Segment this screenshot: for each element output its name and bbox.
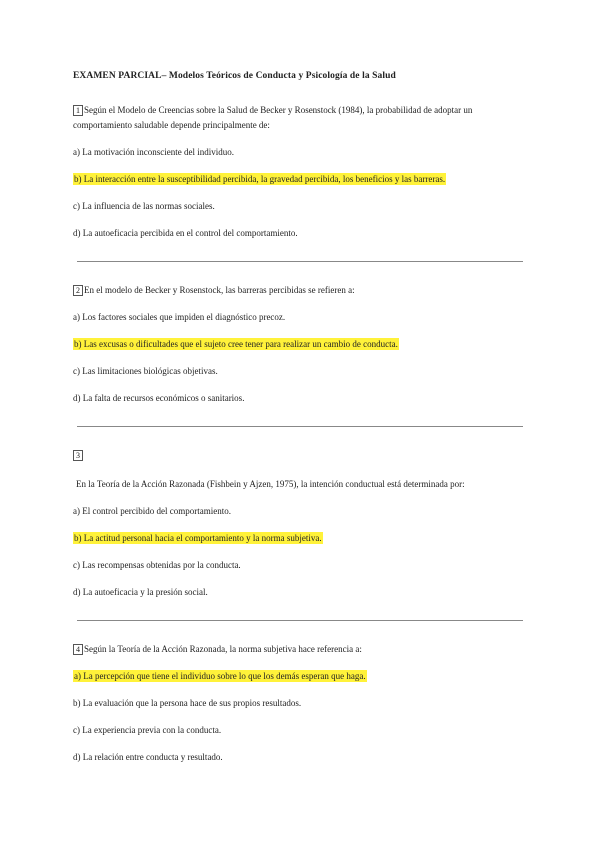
- highlighted-answer: b) Las excusas o dificultades que el sujeto cree tener para realizar un cambio de conducta.: [74, 339, 398, 349]
- question-3-number-row: [73, 449, 84, 461]
- highlighted-answer: b) La interacción entre la susceptibilidad percibida, la gravedad percibida, los beneficios y las barreras.: [74, 174, 446, 184]
- question-number: 2: [73, 285, 83, 296]
- highlighted-answer: a) La percepción que tiene el individuo sobre lo que los demás esperan que haga.: [74, 671, 366, 681]
- option-d[interactable]: d) La autoeficacia percibida en el control del comportamiento.: [73, 228, 298, 238]
- option-b[interactable]: [73, 173, 446, 185]
- option-a[interactable]: a) La motivación inconsciente del individuo.: [73, 147, 234, 157]
- option-d[interactable]: d) La autoeficacia y la presión social.: [73, 587, 208, 597]
- option-a[interactable]: a) Los factores sociales que impiden el diagnóstico precoz.: [73, 312, 286, 322]
- question-number: 3: [73, 450, 83, 461]
- option-d[interactable]: d) La relación entre conducta y resultado.: [73, 752, 223, 762]
- highlighted-answer: b) La actitud personal hacia el comportamiento y la norma subjetiva.: [74, 533, 322, 543]
- question-number: 4: [73, 644, 83, 655]
- question-3: En la Teoría de la Acción Razonada (Fishbein y Ajzen, 1975), la intención conductual está determinada por:: [76, 479, 465, 489]
- question-text: En el modelo de Becker y Rosenstock, las barreras percibidas se refieren a:: [84, 285, 355, 295]
- question-text: Según el Modelo de Creencias sobre la Salud de Becker y Rosenstock (1984), la probabilidad de adoptar un: [84, 105, 473, 115]
- option-b[interactable]: [73, 532, 323, 544]
- option-c[interactable]: c) La influencia de las normas sociales.: [73, 201, 215, 211]
- option-c[interactable]: c) Las recompensas obtenidas por la conducta.: [73, 560, 241, 570]
- option-a[interactable]: a) El control percibido del comportamiento.: [73, 506, 231, 516]
- question-2: [73, 284, 355, 296]
- question-number: 1: [73, 105, 83, 116]
- option-c[interactable]: c) La experiencia previa con la conducta.: [73, 725, 222, 735]
- divider: [77, 620, 523, 621]
- question-text: Según la Teoría de la Acción Razonada, la norma subjetiva hace referencia a:: [84, 644, 362, 654]
- option-b[interactable]: [73, 338, 399, 350]
- divider: [77, 261, 523, 262]
- option-c[interactable]: c) Las limitaciones biológicas objetivas.: [73, 366, 218, 376]
- option-b[interactable]: b) La evaluación que la persona hace de sus propios resultados.: [73, 698, 302, 708]
- question-4: [73, 643, 362, 655]
- exam-title: EXAMEN PARCIAL– Modelos Teóricos de Conducta y Psicología de la Salud: [73, 71, 396, 81]
- option-a[interactable]: [73, 670, 367, 682]
- question-1: [73, 104, 472, 116]
- question-1-continued: comportamiento saludable depende principalmente de:: [73, 120, 270, 130]
- divider: [77, 426, 523, 427]
- option-d[interactable]: d) La falta de recursos económicos o sanitarios.: [73, 393, 245, 403]
